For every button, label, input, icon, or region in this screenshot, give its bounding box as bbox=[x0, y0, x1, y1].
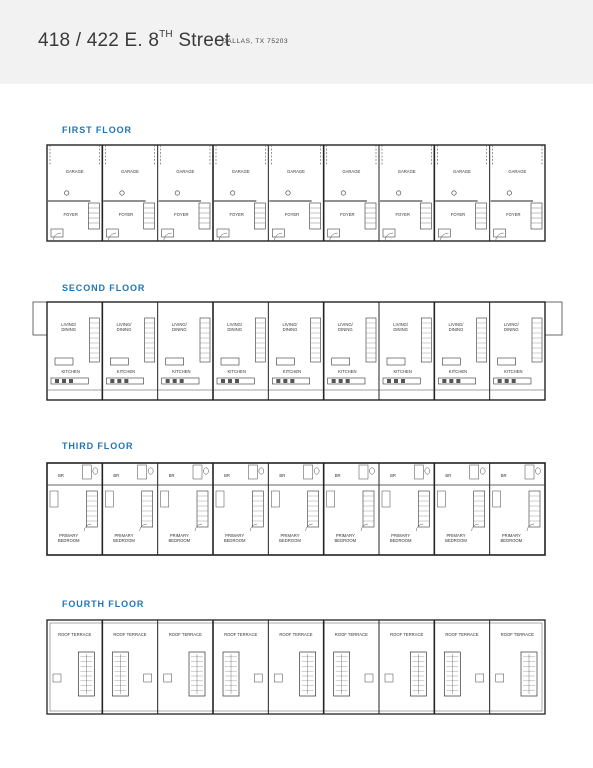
secondary-bedroom-label: BR bbox=[58, 473, 64, 478]
stair-block bbox=[420, 203, 431, 229]
kitchen-label: KITCHEN bbox=[227, 369, 246, 374]
first-floor-plan bbox=[0, 143, 593, 243]
appliance bbox=[394, 379, 398, 383]
primary-bedroom-label: PRIMARY bbox=[59, 533, 79, 538]
stair-block bbox=[199, 203, 210, 229]
kitchen-island bbox=[498, 358, 516, 365]
secondary-bedroom-label: BR bbox=[445, 473, 452, 478]
roof-fixture bbox=[164, 674, 172, 682]
kitchen-label: KITCHEN bbox=[116, 369, 136, 374]
second-floor-outline bbox=[47, 302, 545, 400]
first-floor-heading: FIRST FLOOR bbox=[62, 125, 132, 135]
utility-fixture bbox=[396, 191, 400, 195]
primary-bedroom-label: BEDROOM bbox=[445, 538, 467, 543]
stair-block bbox=[366, 318, 376, 362]
living-dining-label: LIVING/ bbox=[171, 322, 187, 327]
entry-stair bbox=[217, 229, 229, 237]
page-title: 418 / 422 E. 8TH Street bbox=[38, 28, 231, 51]
garage-label: GARAGE bbox=[121, 169, 139, 174]
living-dining-label: DINING bbox=[227, 327, 242, 332]
bathroom-fixture bbox=[304, 465, 313, 479]
appliance bbox=[173, 379, 177, 383]
kitchen-island bbox=[110, 358, 128, 365]
stair-block bbox=[144, 203, 155, 229]
primary-bedroom-label: PRIMARY bbox=[391, 533, 411, 538]
appliance bbox=[55, 379, 59, 383]
garage-label: GARAGE bbox=[287, 169, 305, 174]
kitchen-label: KITCHEN bbox=[282, 369, 302, 374]
garage-label: GARAGE bbox=[508, 169, 527, 174]
appliance bbox=[401, 379, 405, 383]
stair-block bbox=[477, 318, 487, 362]
primary-bedroom-label: BEDROOM bbox=[279, 538, 301, 543]
door-swing bbox=[361, 524, 368, 531]
garage-label: GARAGE bbox=[397, 169, 416, 174]
second-floor-plan bbox=[0, 300, 593, 402]
kitchen-island bbox=[276, 358, 294, 365]
secondary-bedroom-label: BR bbox=[113, 473, 120, 478]
roof-terrace-label: ROOF TERRACE bbox=[113, 632, 147, 637]
stair-block bbox=[531, 203, 542, 229]
living-dining-label: LIVING/ bbox=[337, 322, 353, 327]
stair-block bbox=[145, 318, 155, 362]
kitchen-island bbox=[221, 358, 239, 365]
foyer-label: FOYER bbox=[450, 212, 466, 217]
kitchen-island bbox=[166, 358, 184, 365]
door-swing bbox=[472, 524, 479, 531]
roof-terrace-label: ROOF TERRACE bbox=[390, 632, 424, 637]
entry-stair bbox=[383, 229, 395, 237]
stair-block bbox=[254, 203, 265, 229]
closet bbox=[271, 491, 279, 507]
appliance bbox=[117, 379, 121, 383]
fourth-floor-heading: FOURTH FLOOR bbox=[62, 599, 145, 609]
roof-fixture bbox=[53, 674, 61, 682]
stair-block bbox=[308, 491, 319, 527]
appliance bbox=[332, 379, 336, 383]
bathroom-fixture bbox=[248, 465, 257, 479]
toilet bbox=[314, 468, 319, 474]
appliance bbox=[283, 379, 287, 383]
closet bbox=[216, 491, 224, 507]
roof-terrace-label: ROOF TERRACE bbox=[224, 632, 258, 637]
stair-block bbox=[363, 491, 374, 527]
stair-block bbox=[252, 491, 263, 527]
utility-fixture bbox=[286, 191, 290, 195]
roof-fixture bbox=[476, 674, 484, 682]
primary-bedroom-label: PRIMARY bbox=[501, 533, 521, 538]
primary-bedroom-label: PRIMARY bbox=[114, 533, 134, 538]
roof-fixture bbox=[144, 674, 152, 682]
door-swing bbox=[527, 524, 534, 531]
primary-bedroom-label: BEDROOM bbox=[113, 538, 135, 543]
roof-fixture bbox=[274, 674, 282, 682]
door-swing bbox=[416, 524, 423, 531]
primary-bedroom-label: BEDROOM bbox=[500, 538, 523, 543]
foyer-label: FOYER bbox=[118, 212, 134, 217]
closet bbox=[327, 491, 335, 507]
kitchen-island bbox=[442, 358, 460, 365]
bathroom-fixture bbox=[414, 465, 423, 479]
utility-fixture bbox=[120, 191, 124, 195]
primary-bedroom-label: PRIMARY bbox=[280, 533, 300, 538]
garage-label: GARAGE bbox=[65, 169, 84, 174]
stair-block bbox=[255, 318, 265, 362]
living-dining-label: LIVING/ bbox=[61, 322, 77, 327]
secondary-bedroom-label: BR bbox=[334, 473, 341, 478]
bathroom-fixture bbox=[359, 465, 368, 479]
kitchen-label: KITCHEN bbox=[448, 369, 468, 374]
entry-stair bbox=[272, 229, 284, 237]
kitchen-island bbox=[387, 358, 405, 365]
stair-block bbox=[142, 491, 153, 527]
foyer-label: FOYER bbox=[174, 212, 189, 217]
door-swing bbox=[84, 524, 91, 531]
roof-fixture bbox=[496, 674, 504, 682]
appliance bbox=[180, 379, 184, 383]
utility-fixture bbox=[341, 191, 345, 195]
roof-terrace-label: ROOF TERRACE bbox=[334, 632, 368, 637]
living-dining-label: LIVING/ bbox=[448, 322, 464, 327]
toilet bbox=[425, 468, 430, 474]
appliance bbox=[449, 379, 453, 383]
stair-block bbox=[200, 318, 210, 362]
appliance bbox=[221, 379, 225, 383]
garage-label: GARAGE bbox=[342, 169, 361, 174]
appliance bbox=[62, 379, 66, 383]
roof-terrace-label: ROOF TERRACE bbox=[500, 632, 534, 637]
roof-terrace-label: ROOF TERRACE bbox=[279, 632, 313, 637]
appliance bbox=[166, 379, 170, 383]
entry-stair bbox=[51, 229, 63, 237]
stair-block bbox=[89, 318, 99, 362]
toilet bbox=[536, 468, 541, 474]
bathroom-fixture bbox=[82, 465, 91, 479]
stair-block bbox=[365, 203, 376, 229]
stair-block bbox=[197, 491, 208, 527]
living-dining-label: LIVING/ bbox=[503, 322, 519, 327]
bathroom-fixture bbox=[525, 465, 534, 479]
utility-fixture bbox=[64, 191, 68, 195]
secondary-bedroom-label: BR bbox=[390, 473, 396, 478]
toilet bbox=[259, 468, 264, 474]
closet bbox=[50, 491, 58, 507]
entry-stair bbox=[162, 229, 174, 237]
closet bbox=[382, 491, 390, 507]
page-header bbox=[0, 0, 593, 84]
appliance bbox=[235, 379, 239, 383]
roof-fixture bbox=[254, 674, 262, 682]
stair-block bbox=[474, 491, 485, 527]
stair-block bbox=[88, 203, 99, 229]
balcony-right bbox=[545, 302, 562, 335]
kitchen-label: KITCHEN bbox=[393, 369, 412, 374]
entry-stair bbox=[438, 229, 450, 237]
appliance bbox=[124, 379, 128, 383]
secondary-bedroom-label: BR bbox=[168, 473, 175, 478]
secondary-bedroom-label: BR bbox=[500, 473, 507, 478]
bathroom-fixture bbox=[470, 465, 479, 479]
living-dining-label: DINING bbox=[338, 327, 353, 332]
foyer-label: FOYER bbox=[340, 212, 355, 217]
living-dining-label: DINING bbox=[504, 327, 519, 332]
appliance bbox=[505, 379, 509, 383]
primary-bedroom-label: PRIMARY bbox=[169, 533, 189, 538]
kitchen-island bbox=[55, 358, 73, 365]
foyer-label: FOYER bbox=[229, 212, 244, 217]
garage-label: GARAGE bbox=[231, 169, 250, 174]
appliance bbox=[69, 379, 73, 383]
bathroom-fixture bbox=[138, 465, 147, 479]
door-swing bbox=[306, 524, 313, 531]
stair-block bbox=[86, 491, 97, 527]
entry-stair bbox=[328, 229, 340, 237]
toilet bbox=[370, 468, 375, 474]
third-floor-heading: THIRD FLOOR bbox=[62, 441, 134, 451]
appliance bbox=[346, 379, 350, 383]
appliance bbox=[498, 379, 502, 383]
garage-label: GARAGE bbox=[176, 169, 195, 174]
bathroom-fixture bbox=[193, 465, 202, 479]
roof-fixture bbox=[365, 674, 373, 682]
secondary-bedroom-label: BR bbox=[279, 473, 286, 478]
roof-terrace-label: ROOF TERRACE bbox=[168, 632, 202, 637]
closet bbox=[161, 491, 169, 507]
primary-bedroom-label: PRIMARY bbox=[446, 533, 466, 538]
utility-fixture bbox=[175, 191, 179, 195]
living-dining-label: DINING bbox=[393, 327, 408, 332]
roof-fixture bbox=[385, 674, 393, 682]
primary-bedroom-label: PRIMARY bbox=[335, 533, 355, 538]
garage-label: GARAGE bbox=[453, 169, 471, 174]
appliance bbox=[456, 379, 460, 383]
stair-block bbox=[532, 318, 542, 362]
roof-terrace-label: ROOF TERRACE bbox=[445, 632, 479, 637]
appliance bbox=[276, 379, 280, 383]
foyer-label: FOYER bbox=[395, 212, 410, 217]
appliance bbox=[228, 379, 232, 383]
foyer-label: FOYER bbox=[284, 212, 300, 217]
stair-block bbox=[476, 203, 487, 229]
foyer-label: FOYER bbox=[506, 212, 521, 217]
appliance bbox=[387, 379, 391, 383]
living-dining-label: DINING bbox=[61, 327, 76, 332]
living-dining-label: LIVING/ bbox=[227, 322, 243, 327]
living-dining-label: DINING bbox=[116, 327, 132, 332]
stair-block bbox=[421, 318, 431, 362]
toilet bbox=[93, 468, 98, 474]
entry-stair bbox=[494, 229, 506, 237]
closet bbox=[493, 491, 501, 507]
appliance bbox=[442, 379, 446, 383]
appliance bbox=[339, 379, 343, 383]
living-dining-label: DINING bbox=[448, 327, 464, 332]
living-dining-label: DINING bbox=[282, 327, 298, 332]
closet bbox=[437, 491, 445, 507]
closet bbox=[105, 491, 113, 507]
living-dining-label: LIVING/ bbox=[282, 322, 298, 327]
living-dining-label: DINING bbox=[172, 327, 187, 332]
appliance bbox=[110, 379, 114, 383]
door-swing bbox=[140, 524, 147, 531]
primary-bedroom-label: BEDROOM bbox=[389, 538, 412, 543]
appliance bbox=[512, 379, 516, 383]
utility-fixture bbox=[452, 191, 456, 195]
stair-block bbox=[418, 491, 429, 527]
utility-fixture bbox=[507, 191, 511, 195]
primary-bedroom-label: BEDROOM bbox=[334, 538, 357, 543]
third-floor-plan bbox=[0, 461, 593, 557]
toilet bbox=[204, 468, 209, 474]
utility-fixture bbox=[230, 191, 234, 195]
first-floor-outline bbox=[47, 145, 545, 241]
kitchen-label: KITCHEN bbox=[172, 369, 191, 374]
primary-bedroom-label: BEDROOM bbox=[57, 538, 80, 543]
second-floor-heading: SECOND FLOOR bbox=[62, 283, 146, 293]
roof-terrace-label: ROOF TERRACE bbox=[58, 632, 92, 637]
toilet bbox=[148, 468, 153, 474]
living-dining-label: LIVING/ bbox=[393, 322, 409, 327]
door-swing bbox=[195, 524, 202, 531]
balcony-left bbox=[33, 302, 47, 335]
secondary-bedroom-label: BR bbox=[224, 473, 230, 478]
kitchen-label: KITCHEN bbox=[338, 369, 357, 374]
page-subtitle: DALLAS, TX 75203 bbox=[222, 38, 289, 45]
appliance bbox=[290, 379, 294, 383]
primary-bedroom-label: BEDROOM bbox=[223, 538, 246, 543]
primary-bedroom-label: BEDROOM bbox=[168, 538, 191, 543]
kitchen-label: KITCHEN bbox=[61, 369, 80, 374]
kitchen-label: KITCHEN bbox=[504, 369, 523, 374]
stair-block bbox=[311, 318, 321, 362]
door-swing bbox=[250, 524, 257, 531]
fourth-floor-plan bbox=[0, 618, 593, 716]
living-dining-label: LIVING/ bbox=[116, 322, 132, 327]
kitchen-island bbox=[332, 358, 350, 365]
stair-block bbox=[529, 491, 540, 527]
entry-stair bbox=[106, 229, 118, 237]
stair-block bbox=[310, 203, 321, 229]
toilet bbox=[480, 468, 485, 474]
primary-bedroom-label: PRIMARY bbox=[225, 533, 245, 538]
foyer-label: FOYER bbox=[63, 212, 78, 217]
